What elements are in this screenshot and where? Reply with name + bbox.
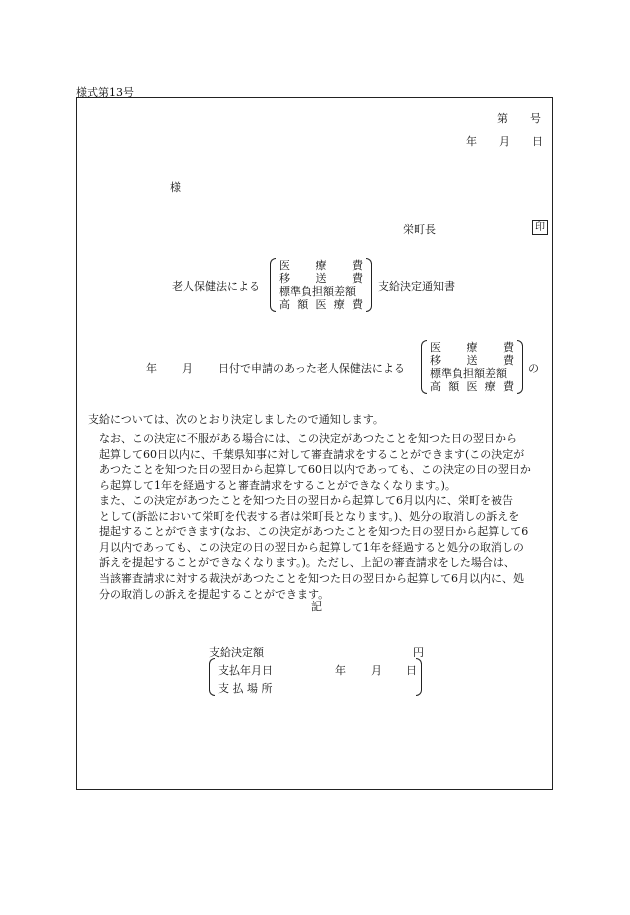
right-bracket (517, 340, 523, 394)
appeal-line: ら起算して1年を経過すると審査請求をすることができなくなります。)。 (99, 478, 456, 492)
amount-unit: 円 (413, 646, 424, 659)
appeal-line: あつたことを知つた日の翌日から起算して60日以内であっても、この決定の日の翌日か (99, 463, 531, 477)
left-bracket (421, 340, 427, 394)
lawsuit-line: 提起することができます(なお、この決定があつたことを知つた日の翌日から起算して6 (99, 525, 529, 539)
right-bracket (366, 258, 372, 312)
appeal-line: なお、この決定に不服がある場合には、この決定があつたことを知つた日の翌日から (99, 432, 517, 445)
addressee-honorific: 様 (170, 181, 181, 194)
payment-place-label: 支 払 場 所 (218, 682, 273, 695)
payment-day-label: 日 (406, 664, 417, 677)
form-number: 様式第13号 (76, 86, 134, 99)
appeal-paragraph (88, 431, 541, 493)
intro-month-label: 月 (182, 362, 193, 375)
title-option-burden-difference: 標準負担額差額 (279, 285, 356, 298)
left-bracket (270, 258, 276, 312)
lawsuit-line: また、この決定があつたことを知つた日の翌日から起算して6月以内に、栄町を被告 (99, 494, 513, 507)
amount-label: 支給決定額 (209, 646, 264, 659)
appeal-line: 起算して60日以内に、千葉県知事に対して審査請求をすることができます(この決定が (99, 447, 525, 461)
issuer-name: 栄町長 (403, 223, 436, 236)
left-bracket (209, 658, 215, 696)
lawsuit-line: として(訴訟において栄町を代表する者は栄町長となります。)、処分の取消しの訴えを (99, 509, 520, 523)
ki-heading: 記 (311, 600, 322, 613)
intro-option-burden-difference: 標準負担額差額 (430, 367, 507, 380)
intro-option-medical: 医 療 費 (430, 341, 514, 354)
intro-option-transport: 移 送 費 (430, 354, 514, 367)
intro-option-high-cost: 高 額 医 療 費 (430, 380, 514, 393)
title-option-high-cost: 高 額 医 療 費 (279, 298, 363, 311)
payment-year-label: 年 (335, 664, 346, 677)
intro-day-text: 日付で申請のあった老人保健法による (218, 362, 405, 375)
lawsuit-line: 分の取消しの訴えを提起することができます。 (99, 587, 330, 601)
title-options-bracket (270, 258, 372, 312)
lawsuit-line: 当該審査請求に対する裁決があつたことを知つた日の翌日から起算して6月以内に、処 (99, 571, 524, 585)
intro-options-bracket (421, 340, 523, 394)
payment-month-label: 月 (371, 664, 382, 677)
lawsuit-line: 月以内であっても、この決定の日の翌日から起算して1年を経過すると処分の取消しの (99, 540, 524, 554)
title-prefix: 老人保健法による (172, 280, 260, 293)
document-number: 第 号 (497, 112, 541, 125)
title-option-transport: 移 送 費 (279, 272, 363, 285)
intro-year-label: 年 (146, 362, 157, 375)
title-suffix: 支給決定通知書 (378, 280, 455, 293)
payment-date-label: 支払年月日 (218, 664, 273, 677)
lawsuit-paragraph (88, 493, 541, 602)
title-option-medical: 医 療 費 (279, 259, 363, 272)
intro-continuation: 支給については、次のとおり決定しましたので通知します。 (88, 413, 384, 426)
payment-bracket (209, 658, 422, 696)
seal-mark: 印 (532, 220, 548, 235)
intro-suffix: の (528, 362, 539, 375)
lawsuit-line: 訴えを提起することができなくなります。)。ただし、上記の審査請求をした場合は、 (99, 556, 515, 570)
document-date: 年 月 日 (466, 135, 543, 148)
